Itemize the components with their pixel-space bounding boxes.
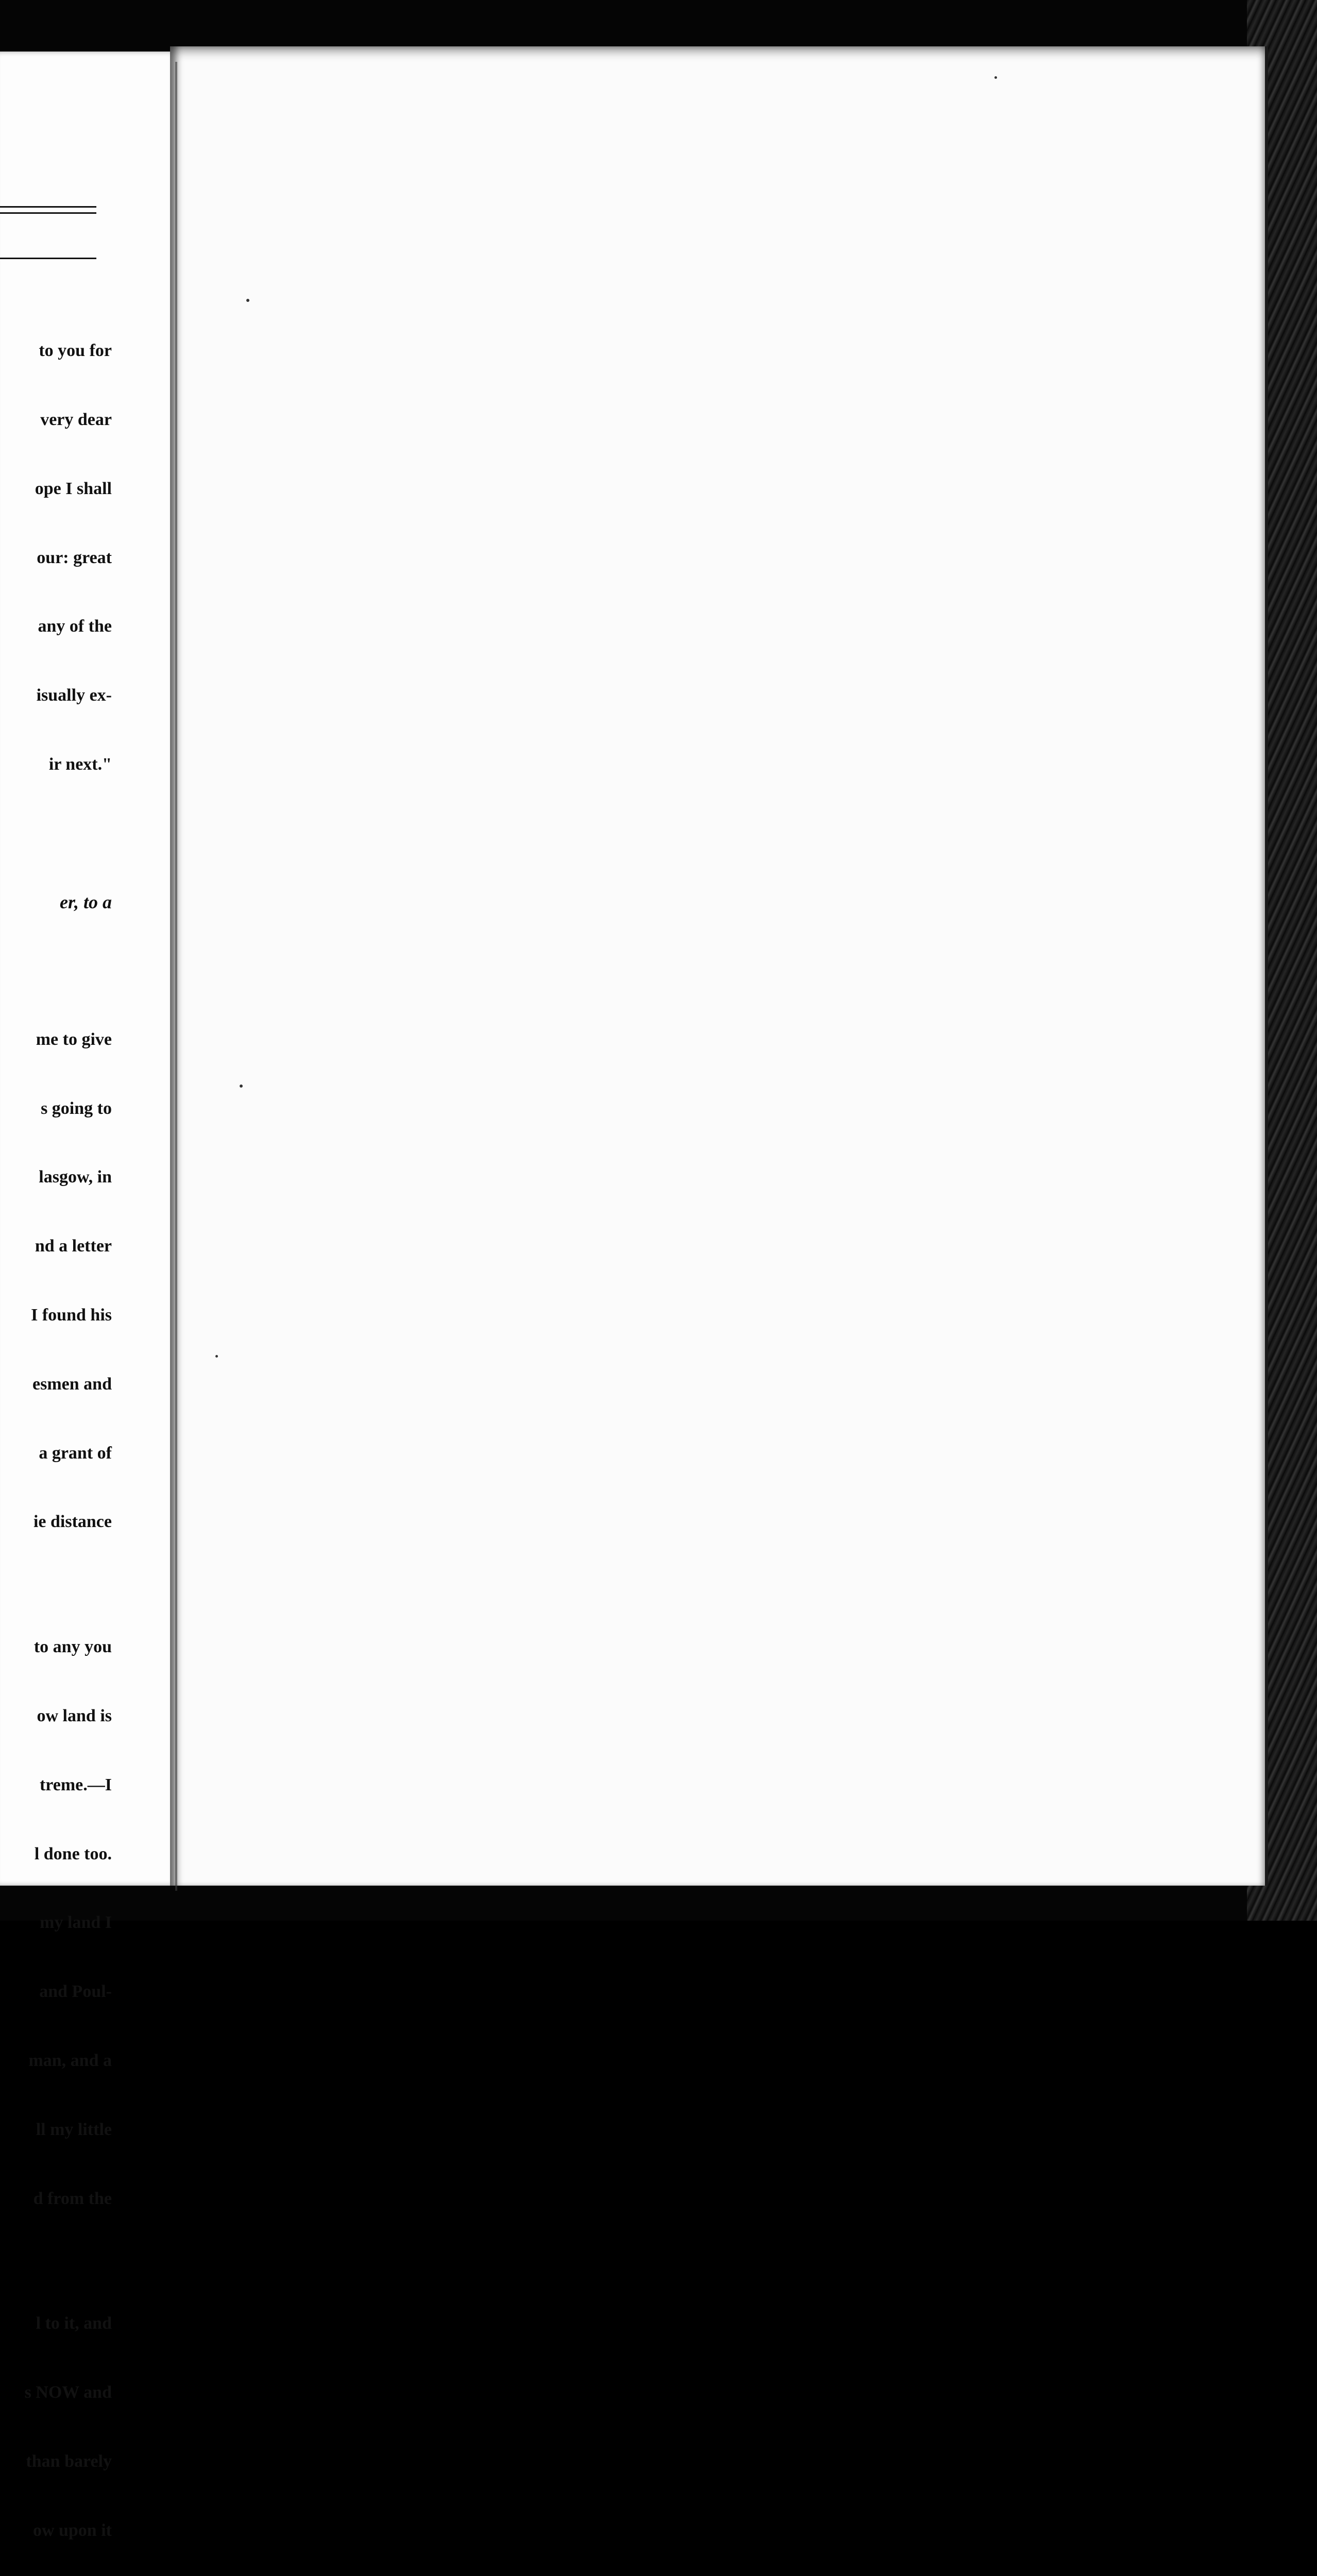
text-line: a grant of — [39, 1443, 112, 1463]
text-line: to you for — [39, 341, 112, 361]
text-line: nd a letter — [35, 1236, 112, 1256]
text-line: d from the — [33, 2189, 112, 2208]
text-line: me to give — [36, 1029, 112, 1049]
scan-speck — [240, 1084, 243, 1088]
text-line: s going to — [41, 1098, 112, 1118]
text-line: than barely — [26, 2452, 112, 2471]
text-line: our: great — [37, 548, 112, 567]
scan-speck — [215, 1355, 218, 1358]
top-rule — [0, 206, 96, 208]
text-line: ope I shall — [35, 479, 112, 498]
text-line: ll my little — [36, 2120, 112, 2139]
text-line: l done too. — [34, 1844, 112, 1863]
text-line: isually ex- — [36, 686, 112, 705]
text-line: ow land is — [37, 1706, 112, 1726]
text-line: my land I — [40, 1913, 112, 1933]
right-page-blank — [170, 46, 1268, 1886]
text-line: esmen and — [32, 1374, 112, 1394]
text-line: ow upon it — [32, 2520, 112, 2540]
section-heading: er, to a — [59, 891, 112, 912]
left-page-text — [0, 294, 112, 2576]
text-line: to any you — [33, 1637, 112, 1657]
text-line: I found his — [31, 1305, 112, 1325]
text-line: very dear — [40, 410, 112, 429]
scan-speck — [246, 299, 249, 302]
text-line: treme.—I — [39, 1775, 112, 1794]
page-gutter — [175, 62, 177, 1891]
text-line: s NOW and — [24, 2383, 112, 2402]
text-line: ir next." — [48, 754, 112, 774]
text-line: l to it, and — [36, 2314, 112, 2333]
text-line: man, and a — [28, 2050, 112, 2070]
section-rule — [0, 258, 96, 259]
scan-speck — [994, 76, 997, 79]
text-line: lasgow, in — [39, 1167, 112, 1187]
text-line: and Poul- — [39, 1982, 112, 2002]
text-line: any of the — [38, 617, 112, 636]
top-rule-double — [0, 212, 96, 214]
text-line: ie distance — [33, 1512, 112, 1532]
left-page — [0, 52, 178, 2540]
